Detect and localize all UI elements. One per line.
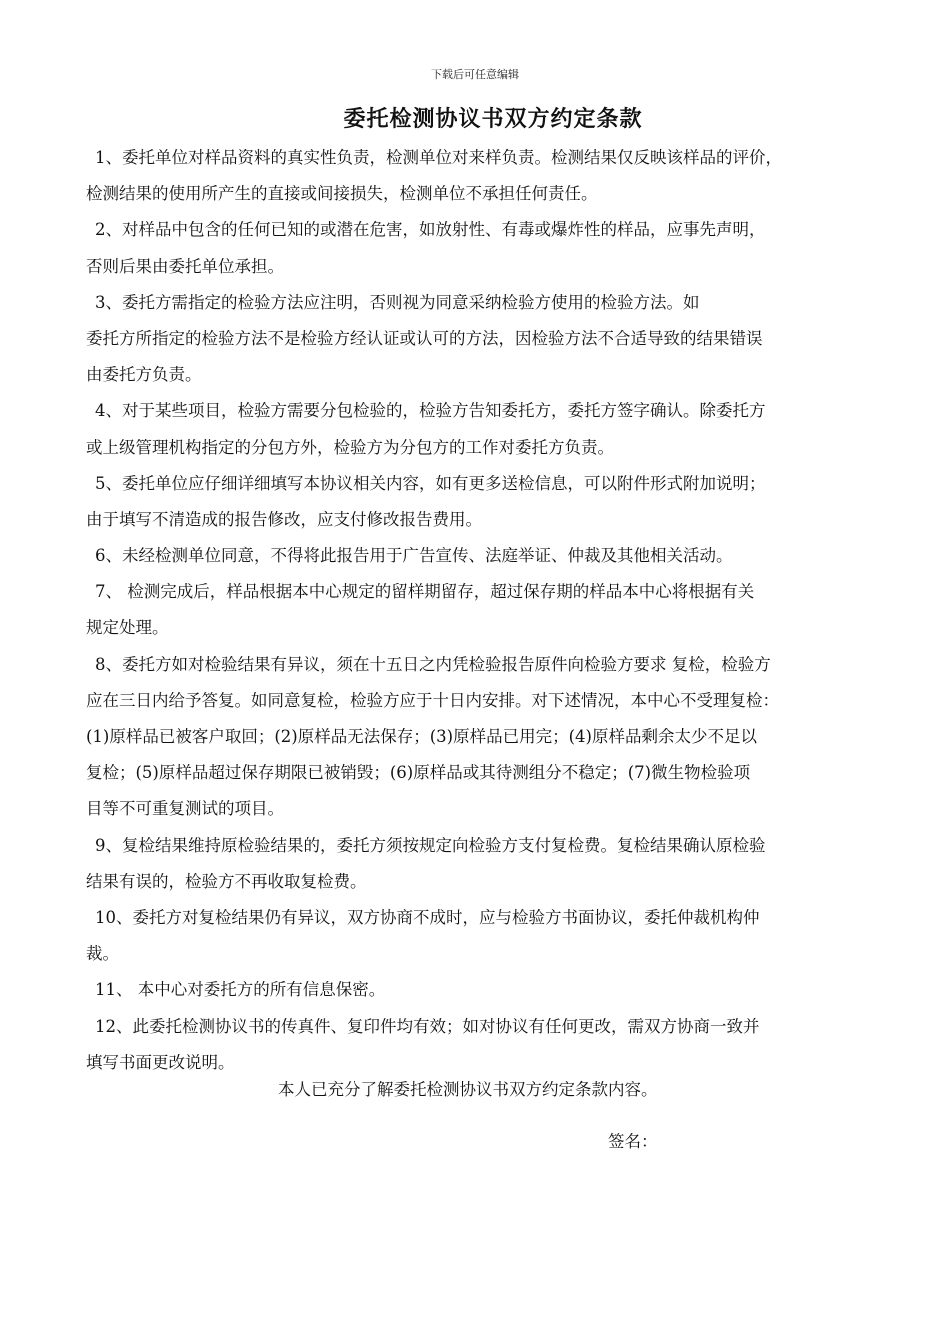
document-title: 委托检测协议书双方约定条款	[343, 106, 643, 132]
term-line: 裁。	[86, 944, 119, 964]
header-note: 下载后可任意编辑	[431, 68, 519, 81]
term-line: 否则后果由委托单位承担。	[86, 256, 284, 276]
term-line: 10、委托方对复检结果仍有异议，双方协商不成时，应与检验方书面协议，委托仲裁机构仲	[95, 907, 760, 927]
term-line: 6、未经检测单位同意，不得将此报告用于广告宣传、法庭举证、仲裁及其他相关活动。	[95, 546, 733, 566]
term-line: 填写书面更改说明。	[86, 1052, 235, 1072]
term-line: 3、委托方需指定的检验方法应注明，否则视为同意采纳检验方使用的检验方法。如	[95, 292, 700, 312]
term-line: 5、委托单位应仔细详细填写本协议相关内容，如有更多送检信息，可以附件形式附加说明；	[95, 473, 766, 493]
signature-label: 签名：	[608, 1132, 658, 1151]
term-line: 结果有误的，检验方不再收取复检费。	[86, 871, 367, 891]
terms-body	[86, 140, 886, 1081]
term-line: 规定处理。	[86, 618, 169, 638]
term-line: 应在三日内给予答复。如同意复检，检验方应于十日内安排。对下述情况，本中心不受理复检：	[86, 690, 779, 710]
term-line: 1、委托单位对样品资料的真实性负责，检测单位对来样负责。检测结果仅反映该样品的评价，	[95, 148, 782, 167]
term-line: 目等不可重复测试的项目。	[86, 799, 284, 819]
term-line: 由委托方负责。	[86, 365, 202, 385]
term-line: 12、此委托检测协议书的传真件、复印件均有效；如对协议有任何更改，需双方协商一致并	[95, 1016, 760, 1036]
term-line: 由于填写不清造成的报告修改，应支付修改报告费用。	[86, 509, 482, 529]
term-line: 或上级管理机构指定的分包方外，检验方为分包方的工作对委托方负责。	[86, 437, 614, 457]
term-line: 4、对于某些项目，检验方需要分包检验的，检验方告知委托方，委托方签字确认。除委托方	[95, 401, 766, 421]
term-line: 8、委托方如对检验结果有异议，须在十五日之内凭检验报告原件向检验方要求 复检，检验方	[95, 654, 771, 674]
term-line: (1)原样品已被客户取回；(2)原样品无法保存；(3)原样品已用完；(4)原样品剩余太少不足以	[86, 727, 757, 746]
term-line: 2、对样品中包含的任何已知的或潜在危害，如放射性、有毒或爆炸性的样品，应事先声明，	[95, 220, 766, 240]
term-line: 9、复检结果维持原检验结果的，委托方须按规定向检验方支付复检费。复检结果确认原检验	[95, 835, 766, 855]
term-line: 复检；(5)原样品超过保存期限已被销毁；(6)原样品或其待测组分不稳定；(7)微生物检验项	[86, 763, 751, 783]
term-line: 11、 本中心对委托方的所有信息保密。	[95, 980, 386, 1000]
term-line: 7、 检测完成后，样品根据本中心规定的留样期留存，超过保存期的样品本中心将根据有关	[95, 582, 755, 602]
term-line: 检测结果的使用所产生的直接或间接损失，检测单位不承担任何责任。	[86, 184, 598, 204]
term-line: 委托方所指定的检验方法不是检验方经认证或认可的方法，因检验方法不合适导致的结果错误	[86, 328, 763, 348]
acknowledgement-text: 本人已充分了解委托检测协议书双方约定条款内容。	[278, 1080, 658, 1099]
